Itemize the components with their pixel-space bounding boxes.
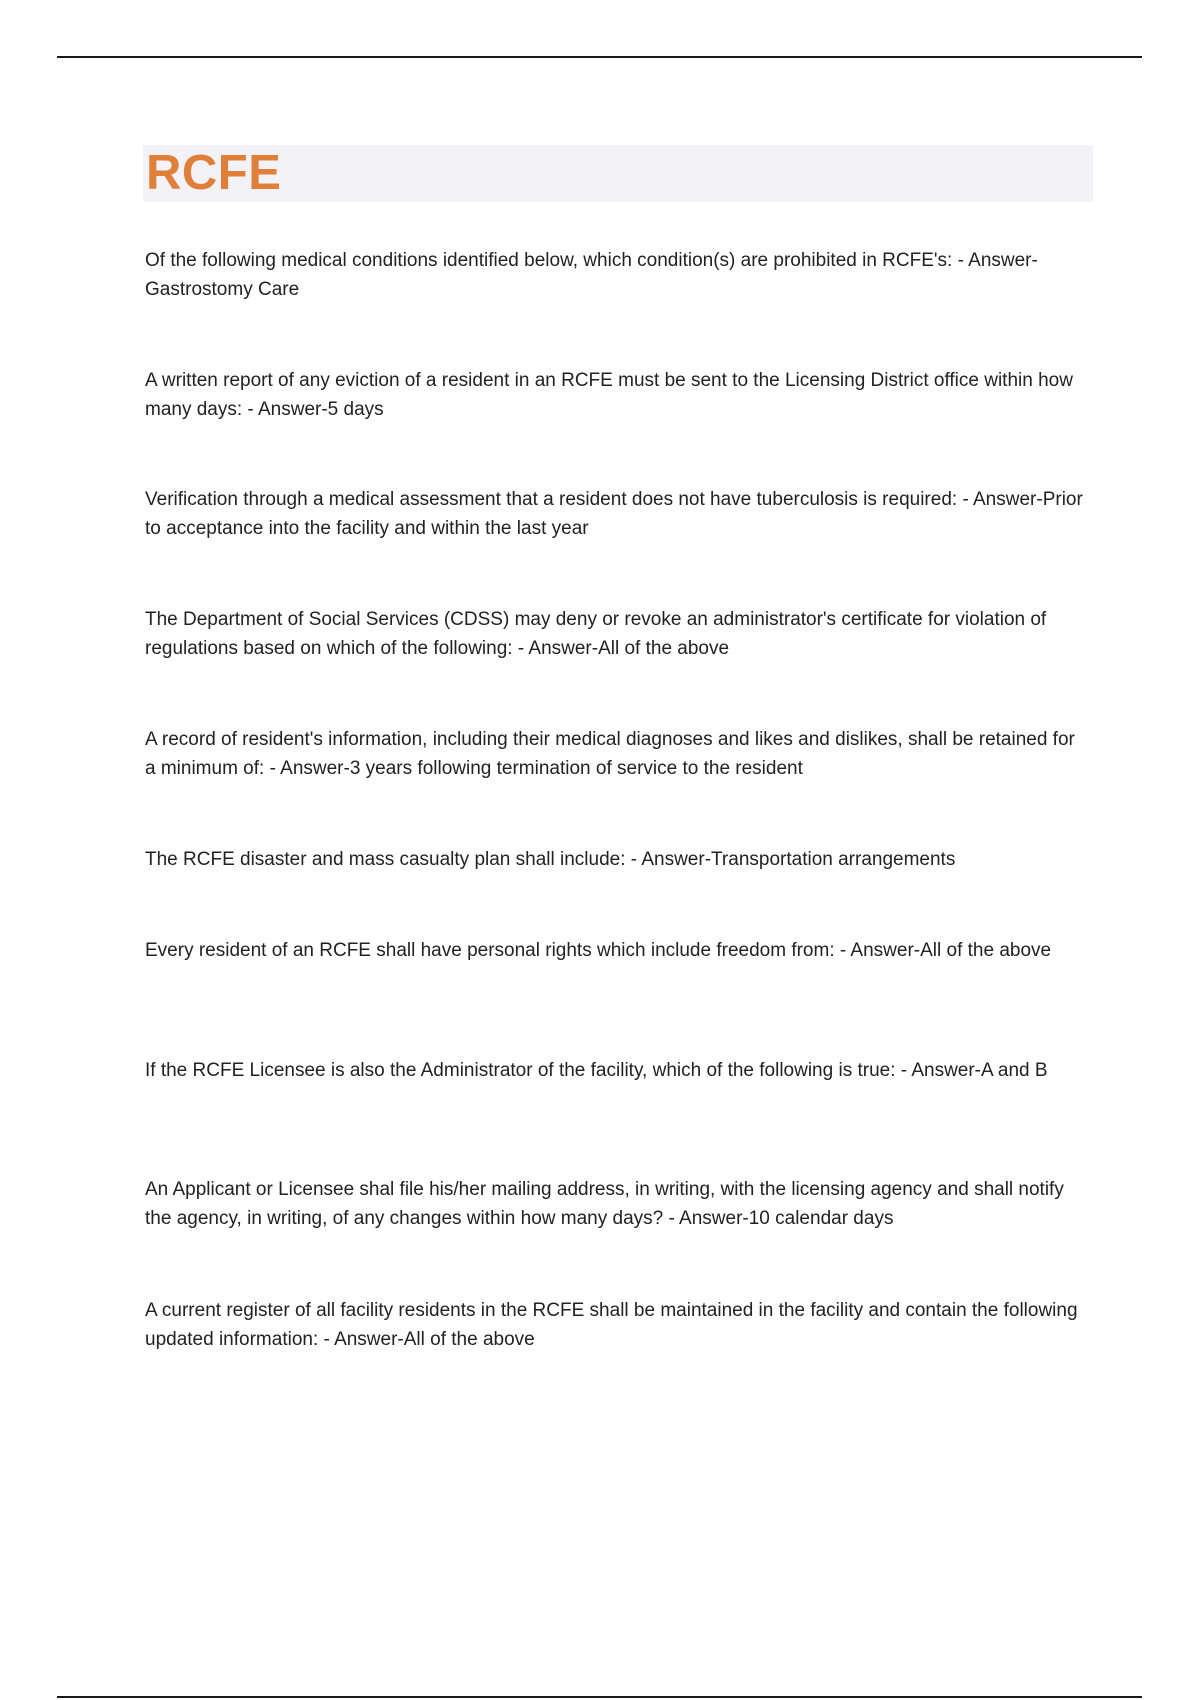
title-band: [143, 145, 1093, 202]
qa-item-9: An Applicant or Licensee shal file his/her mailing address, in writing, with the licensing agency and shall notify the agency, in writing, of any changes within how many days? - Answer-10 calendar days: [145, 1179, 1064, 1229]
qa-item-2: A written report of any eviction of a resident in an RCFE must be sent to the Licensing District office within how many days: - Answer-5 days: [145, 370, 1073, 420]
qa-item-6: The RCFE disaster and mass casualty plan shall include: - Answer-Transportation arrangements: [145, 849, 956, 870]
qa-item-7: Every resident of an RCFE shall have personal rights which include freedom from: - Answer-All of the above: [145, 940, 1052, 961]
top-rule: [57, 56, 1142, 58]
qa-item-8: If the RCFE Licensee is also the Administrator of the facility, which of the following is true: - Answer-A and B: [145, 1060, 1048, 1081]
qa-item-3: Verification through a medical assessment that a resident does not have tuberculosis is required: - Answer-Prior to acceptance into the facility and within the last year: [145, 489, 1083, 539]
qa-item-5: A record of resident's information, including their medical diagnoses and likes and dislikes, shall be retained for a minimum of: - Answer-3 years following termination of service to the resident: [145, 729, 1075, 779]
bottom-rule: [57, 1696, 1142, 1698]
qa-item-1: Of the following medical conditions identified below, which condition(s) are prohibited in RCFE's: - Answer-Gastrostomy Care: [145, 250, 1038, 300]
document-title: RCFE: [146, 146, 282, 200]
qa-item-10: A current register of all facility residents in the RCFE shall be maintained in the facility and contain the following updated information: - Answer-All of the above: [145, 1300, 1078, 1350]
qa-item-4: The Department of Social Services (CDSS) may deny or revoke an administrator's certificate for violation of regulations based on which of the following: - Answer-All of the above: [145, 609, 1047, 659]
